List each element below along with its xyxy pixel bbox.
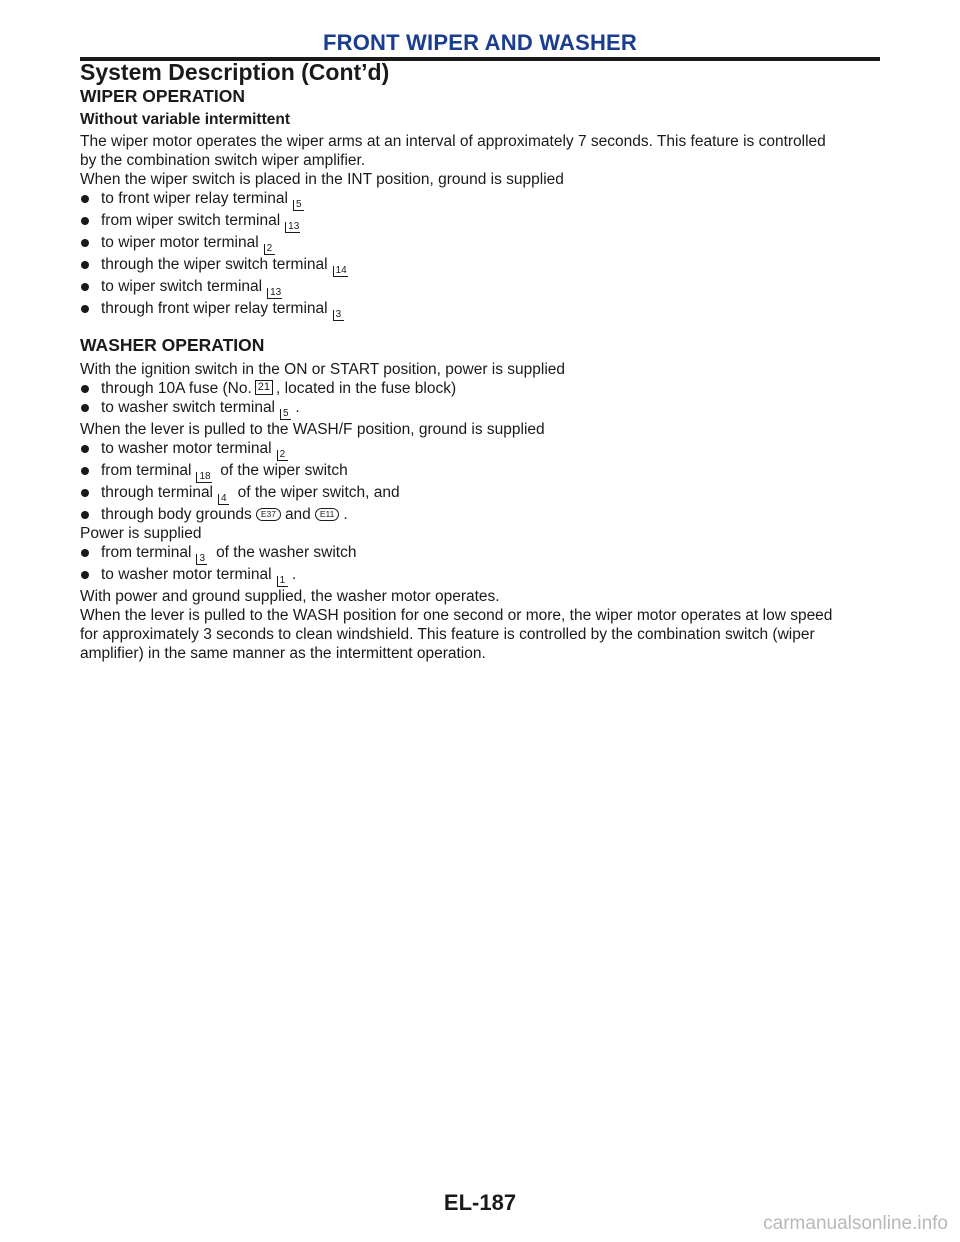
wiper-heading: WIPER OPERATION	[80, 86, 245, 106]
bullet-icon	[81, 283, 89, 291]
bullet-text: from terminal	[101, 462, 192, 479]
page-subtitle: System Description (Cont’d)	[80, 59, 390, 85]
bullet-icon	[81, 305, 89, 313]
bullet-text: and	[284, 506, 311, 523]
bullet-text: to washer motor terminal	[101, 440, 272, 457]
bullet-icon	[81, 385, 89, 393]
washer-paragraph: With the ignition switch in the ON or START position, power is supplied	[80, 361, 566, 378]
bullet-text: to washer switch terminal	[101, 399, 276, 416]
terminal-badge: 4	[218, 494, 229, 505]
bullet-text: through front wiper relay terminal	[101, 300, 328, 317]
list-item	[80, 543, 885, 565]
wash-position-paragraph-end: amplifier) in the same manner as the intermittent operation.	[80, 645, 486, 662]
terminal-badge: 13	[285, 222, 300, 233]
washer-ground-paragraph: When the lever is pulled to the WASH/F position, ground is supplied	[80, 421, 545, 438]
wiper-bullet-list	[80, 189, 885, 321]
terminal-badge: 5	[280, 409, 291, 420]
terminal-badge: 18	[196, 472, 211, 483]
terminal-badge: 2	[264, 244, 275, 255]
section-title: FRONT WIPER AND WASHER	[322, 30, 638, 55]
power-paragraph: Power is supplied	[80, 525, 202, 542]
bullet-text: .	[291, 566, 297, 583]
list-item	[80, 299, 885, 321]
bullet-text: from terminal	[101, 544, 192, 561]
terminal-badge: 14	[333, 266, 348, 277]
bullet-text: through body grounds	[101, 506, 252, 523]
list-item	[80, 255, 885, 277]
bullet-text: to washer motor terminal	[101, 566, 272, 583]
list-item	[80, 565, 885, 587]
bullet-icon	[81, 404, 89, 412]
list-item	[80, 379, 885, 398]
list-item	[80, 233, 885, 255]
bullet-text: of the wiper switch, and	[237, 484, 400, 501]
terminal-badge: 1	[277, 576, 288, 587]
bullet-text: through the wiper switch terminal	[101, 256, 328, 273]
terminal-badge: 5	[293, 200, 304, 211]
terminal-badge: 2	[277, 450, 288, 461]
fuse-number-badge: 21	[255, 380, 273, 395]
wash-position-paragraph-cont: for approximately 3 seconds to clean windshield. This feature is controlled by the combination switch (wiper	[80, 626, 815, 643]
list-item	[80, 439, 885, 461]
terminal-badge: 3	[333, 310, 344, 321]
wiper-paragraph-cont: by the combination switch wiper amplifier.	[80, 152, 366, 169]
washer-heading: WASHER OPERATION	[80, 335, 265, 355]
bullet-text: from wiper switch terminal	[101, 212, 281, 229]
page-number: EL-187	[443, 1190, 517, 1215]
bullet-icon	[81, 467, 89, 475]
bullet-icon	[81, 511, 89, 519]
bullet-text: of the washer switch	[216, 544, 357, 561]
bullet-icon	[81, 549, 89, 557]
document-body	[80, 86, 885, 663]
list-item	[80, 189, 885, 211]
terminal-badge: 13	[267, 288, 282, 299]
list-item	[80, 483, 885, 505]
bullet-icon	[81, 571, 89, 579]
bullet-text: to front wiper relay terminal	[101, 190, 288, 207]
wiper-int-paragraph: When the wiper switch is placed in the INT position, ground is supplied	[80, 171, 564, 188]
ground-badge: E11	[315, 508, 340, 521]
list-item	[80, 398, 885, 420]
wiper-paragraph: The wiper motor operates the wiper arms at an interval of approximately 7 seconds. This feature is controlled	[80, 133, 826, 150]
bullet-text: .	[295, 399, 300, 416]
ground-badge: E37	[256, 508, 281, 521]
bullet-icon	[81, 489, 89, 497]
bullet-icon	[81, 195, 89, 203]
list-item	[80, 505, 885, 524]
bullet-icon	[81, 445, 89, 453]
bullet-text: , located in the fuse block)	[276, 380, 457, 397]
list-item	[80, 211, 885, 233]
bullet-icon	[81, 261, 89, 269]
wash-position-paragraph: When the lever is pulled to the WASH position for one second or more, the wiper motor operates at low speed	[80, 607, 833, 624]
wiper-subheading: Without variable intermittent	[80, 111, 290, 128]
bullet-text: to wiper motor terminal	[101, 234, 259, 251]
bullet-text: through terminal	[101, 484, 214, 501]
bullet-text: to wiper switch terminal	[101, 278, 263, 295]
list-item	[80, 461, 885, 483]
bullet-text: .	[343, 506, 348, 523]
bullet-text: through 10A fuse (No.	[101, 380, 252, 397]
terminal-badge: 3	[196, 554, 207, 565]
bullet-icon	[81, 217, 89, 225]
bullet-text: of the wiper switch	[220, 462, 348, 479]
watermark: carmanualsonline.info	[763, 1213, 948, 1234]
washer-operates-paragraph: With power and ground supplied, the washer motor operates.	[80, 588, 500, 605]
list-item	[80, 277, 885, 299]
bullet-icon	[81, 239, 89, 247]
